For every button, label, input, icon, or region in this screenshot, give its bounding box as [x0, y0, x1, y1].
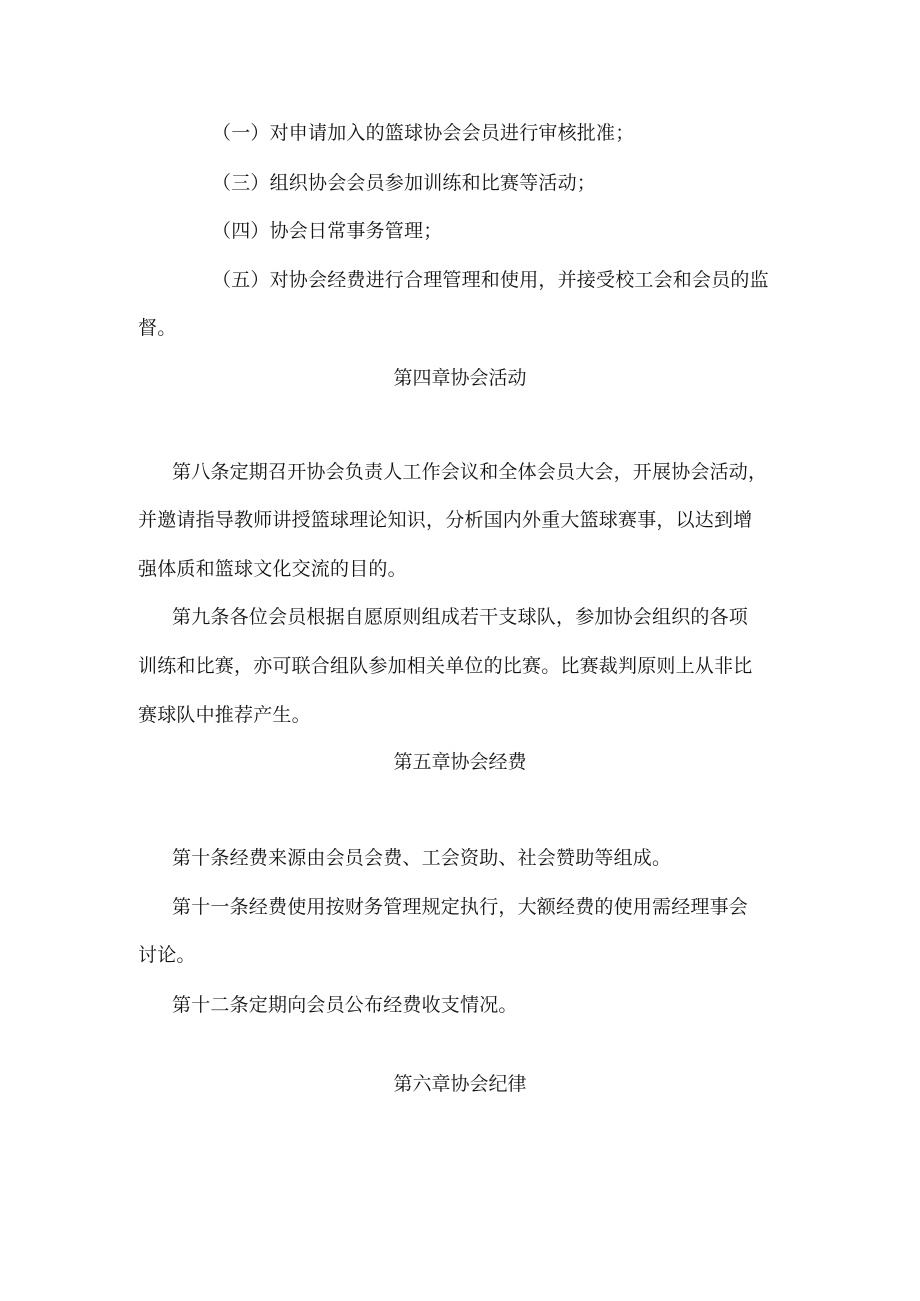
article-line: 并邀请指导教师讲授篮球理论知识，分析国内外重大篮球赛事，以达到增 — [138, 509, 753, 531]
list-item: （四）协会日常事务管理； — [212, 220, 443, 242]
list-item: （五）对协会经费进行合理管理和使用，并接受校工会和会员的监 — [212, 269, 769, 291]
article-line: 第九条各位会员根据自愿原则组成若干支球队，参加协会组织的各项 — [172, 606, 749, 628]
chapter-heading: 第五章协会经费 — [393, 751, 527, 773]
article-line: 第八条定期召开协会负责人工作会议和全体会员大会，开展协会活动， — [172, 461, 768, 483]
chapter-heading: 第四章协会活动 — [393, 367, 527, 389]
list-item: （一）对申请加入的篮球协会会员进行审核批准； — [212, 122, 635, 144]
article-line: 讨论。 — [138, 944, 196, 966]
list-item: （三）组织协会会员参加训练和比赛等活动； — [212, 172, 597, 194]
article-line: 第十条经费来源由会员会费、工会资助、社会赞助等组成。 — [172, 847, 672, 869]
article-line: 第十一条经费使用按财务管理规定执行，大额经费的使用需经理事会 — [172, 896, 749, 918]
article-line: 强体质和篮球文化交流的目的。 — [138, 558, 407, 580]
list-item-continuation: 督。 — [138, 317, 177, 339]
article-line: 训练和比赛，亦可联合组队参加相关单位的比赛。比赛裁判原则上从非比 — [138, 655, 753, 677]
article-line: 第十二条定期向会员公布经费收支情况。 — [172, 994, 518, 1016]
chapter-heading: 第六章协会纪律 — [393, 1073, 527, 1095]
article-line: 赛球队中推荐产生。 — [138, 704, 311, 726]
